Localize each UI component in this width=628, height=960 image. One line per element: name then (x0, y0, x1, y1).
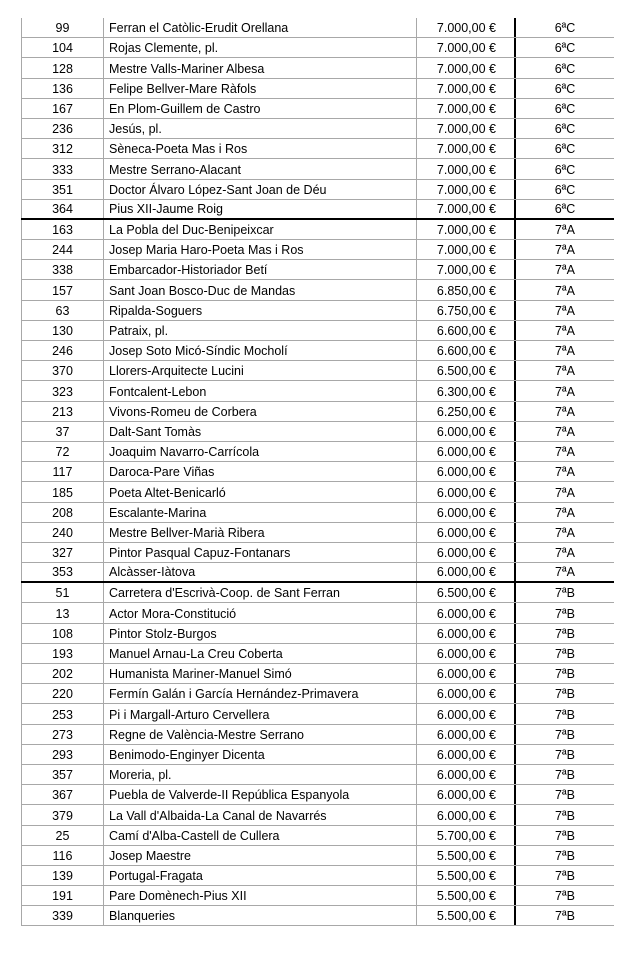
category-value: 7ªA (514, 361, 614, 380)
street-name: Carretera d'Escrivà-Coop. de Sant Ferran (103, 583, 416, 602)
amount-value: 6.000,00 € (416, 523, 514, 542)
row-number: 323 (21, 381, 103, 400)
category-value: 7ªA (514, 563, 614, 581)
row-number: 193 (21, 644, 103, 663)
row-number: 104 (21, 38, 103, 57)
row-number: 136 (21, 79, 103, 98)
amount-value: 7.000,00 € (416, 139, 514, 158)
amount-value: 6.000,00 € (416, 684, 514, 703)
street-name: Josep Maria Haro-Poeta Mas i Ros (103, 240, 416, 259)
row-number: 185 (21, 482, 103, 501)
row-number: 13 (21, 603, 103, 622)
category-value: 7ªB (514, 846, 614, 865)
table-row (21, 725, 614, 745)
category-value: 7ªB (514, 886, 614, 905)
category-value: 7ªA (514, 482, 614, 501)
table-row (21, 381, 614, 401)
street-name: Llorers-Arquitecte Lucini (103, 361, 416, 380)
street-name: Pi i Margall-Arturo Cervellera (103, 704, 416, 723)
category-value: 7ªB (514, 664, 614, 683)
category-value: 7ªB (514, 866, 614, 885)
row-number: 339 (21, 906, 103, 925)
row-number: 139 (21, 866, 103, 885)
amount-value: 5.500,00 € (416, 886, 514, 905)
row-number: 191 (21, 886, 103, 905)
amount-value: 6.000,00 € (416, 704, 514, 723)
row-number: 333 (21, 159, 103, 178)
table-row (21, 785, 614, 805)
row-number: 128 (21, 58, 103, 77)
amount-value: 5.500,00 € (416, 906, 514, 925)
category-value: 7ªB (514, 765, 614, 784)
street-name: Humanista Mariner-Manuel Simó (103, 664, 416, 683)
street-name: Doctor Álvaro López-Sant Joan de Déu (103, 180, 416, 199)
table-row (21, 704, 614, 724)
table-row (21, 99, 614, 119)
amount-value: 6.000,00 € (416, 462, 514, 481)
category-value: 6ªC (514, 79, 614, 98)
table-row (21, 664, 614, 684)
category-value: 7ªB (514, 583, 614, 602)
table-row (21, 906, 614, 926)
street-name: Benimodo-Enginyer Dicenta (103, 745, 416, 764)
table-row (21, 482, 614, 502)
amount-value: 6.000,00 € (416, 664, 514, 683)
amount-value: 6.000,00 € (416, 745, 514, 764)
row-number: 99 (21, 18, 103, 37)
table-row (21, 745, 614, 765)
amount-value: 6.000,00 € (416, 482, 514, 501)
amount-value: 5.700,00 € (416, 826, 514, 845)
street-name: Alcàsser-Iàtova (103, 563, 416, 581)
row-number: 157 (21, 280, 103, 299)
row-number: 253 (21, 704, 103, 723)
row-number: 116 (21, 846, 103, 865)
amount-value: 7.000,00 € (416, 220, 514, 239)
amount-value: 6.000,00 € (416, 805, 514, 824)
table-row (21, 805, 614, 825)
category-value: 7ªA (514, 442, 614, 461)
table-row (21, 765, 614, 785)
street-name: Ferran el Catòlic-Erudit Orellana (103, 18, 416, 37)
category-value: 6ªC (514, 159, 614, 178)
category-value: 6ªC (514, 139, 614, 158)
street-name: En Plom-Guillem de Castro (103, 99, 416, 118)
table-row (21, 79, 614, 99)
category-value: 7ªB (514, 745, 614, 764)
street-name: Puebla de Valverde-II República Espanyola (103, 785, 416, 804)
table-row (21, 159, 614, 179)
row-number: 130 (21, 321, 103, 340)
category-value: 7ªA (514, 321, 614, 340)
table-row (21, 220, 614, 240)
amount-value: 6.000,00 € (416, 603, 514, 622)
category-value: 7ªA (514, 462, 614, 481)
table-row (21, 341, 614, 361)
row-number: 370 (21, 361, 103, 380)
row-number: 353 (21, 563, 103, 581)
amount-value: 6.000,00 € (416, 765, 514, 784)
row-number: 244 (21, 240, 103, 259)
row-number: 273 (21, 725, 103, 744)
table-row (21, 462, 614, 482)
table-row (21, 240, 614, 260)
table-row (21, 301, 614, 321)
amount-value: 7.000,00 € (416, 38, 514, 57)
table-row (21, 503, 614, 523)
row-number: 312 (21, 139, 103, 158)
row-number: 117 (21, 462, 103, 481)
amount-value: 7.000,00 € (416, 159, 514, 178)
amount-value: 7.000,00 € (416, 58, 514, 77)
category-value: 7ªA (514, 301, 614, 320)
row-number: 163 (21, 220, 103, 239)
category-value: 6ªC (514, 180, 614, 199)
street-name: Pintor Stolz-Burgos (103, 624, 416, 643)
row-number: 208 (21, 503, 103, 522)
table-row (21, 280, 614, 300)
street-name: La Pobla del Duc-Benipeixcar (103, 220, 416, 239)
category-value: 7ªB (514, 603, 614, 622)
category-value: 7ªB (514, 805, 614, 824)
amount-value: 6.000,00 € (416, 442, 514, 461)
category-value: 7ªA (514, 240, 614, 259)
amount-value: 7.000,00 € (416, 200, 514, 218)
amount-value: 6.000,00 € (416, 644, 514, 663)
table-row (21, 826, 614, 846)
street-name: Jesús, pl. (103, 119, 416, 138)
table-row (21, 886, 614, 906)
street-name: Manuel Arnau-La Creu Coberta (103, 644, 416, 663)
category-value: 7ªA (514, 523, 614, 542)
amount-value: 6.500,00 € (416, 361, 514, 380)
table-row (21, 603, 614, 623)
street-name: Moreria, pl. (103, 765, 416, 784)
street-name: Joaquim Navarro-Carrícola (103, 442, 416, 461)
street-name: Rojas Clemente, pl. (103, 38, 416, 57)
amount-value: 6.000,00 € (416, 624, 514, 643)
row-number: 293 (21, 745, 103, 764)
row-number: 37 (21, 422, 103, 441)
table-row (21, 361, 614, 381)
street-name: Sant Joan Bosco-Duc de Mandas (103, 280, 416, 299)
price-table (21, 18, 614, 926)
amount-value: 7.000,00 € (416, 240, 514, 259)
table-row (21, 139, 614, 159)
row-number: 213 (21, 402, 103, 421)
street-name: Mestre Valls-Mariner Albesa (103, 58, 416, 77)
table-row (21, 442, 614, 462)
table-row (21, 583, 614, 603)
table-row (21, 866, 614, 886)
row-number: 338 (21, 260, 103, 279)
street-name: Poeta Altet-Benicarló (103, 482, 416, 501)
row-number: 364 (21, 200, 103, 218)
street-name: Escalante-Marina (103, 503, 416, 522)
table-row (21, 180, 614, 200)
category-value: 7ªA (514, 341, 614, 360)
table-row (21, 402, 614, 422)
table-row (21, 846, 614, 866)
category-value: 7ªA (514, 402, 614, 421)
street-name: Sèneca-Poeta Mas i Ros (103, 139, 416, 158)
category-value: 7ªB (514, 785, 614, 804)
category-value: 7ªB (514, 704, 614, 723)
amount-value: 5.500,00 € (416, 846, 514, 865)
amount-value: 7.000,00 € (416, 180, 514, 199)
table-row (21, 523, 614, 543)
category-value: 7ªA (514, 543, 614, 562)
amount-value: 7.000,00 € (416, 79, 514, 98)
amount-value: 6.250,00 € (416, 402, 514, 421)
amount-value: 6.000,00 € (416, 563, 514, 581)
category-value: 7ªB (514, 725, 614, 744)
street-name: Fermín Galán i García Hernández-Primavera (103, 684, 416, 703)
row-number: 240 (21, 523, 103, 542)
category-value: 7ªB (514, 624, 614, 643)
category-value: 7ªA (514, 220, 614, 239)
row-number: 51 (21, 583, 103, 602)
row-number: 25 (21, 826, 103, 845)
row-number: 379 (21, 805, 103, 824)
street-name: Josep Maestre (103, 846, 416, 865)
street-name: Daroca-Pare Viñas (103, 462, 416, 481)
category-value: 6ªC (514, 38, 614, 57)
street-name: Pius XII-Jaume Roig (103, 200, 416, 218)
street-name: Regne de València-Mestre Serrano (103, 725, 416, 744)
amount-value: 6.000,00 € (416, 503, 514, 522)
row-number: 236 (21, 119, 103, 138)
street-name: Vivons-Romeu de Corbera (103, 402, 416, 421)
street-name: Actor Mora-Constitució (103, 603, 416, 622)
category-value: 6ªC (514, 200, 614, 218)
category-value: 7ªB (514, 826, 614, 845)
street-name: Josep Soto Micó-Síndic Mocholí (103, 341, 416, 360)
table-row (21, 260, 614, 280)
category-value: 7ªA (514, 260, 614, 279)
row-number: 357 (21, 765, 103, 784)
amount-value: 7.000,00 € (416, 18, 514, 37)
row-number: 63 (21, 301, 103, 320)
table-row (21, 563, 614, 583)
amount-value: 5.500,00 € (416, 866, 514, 885)
street-name: Blanqueries (103, 906, 416, 925)
amount-value: 6.000,00 € (416, 422, 514, 441)
table-row (21, 422, 614, 442)
category-value: 7ªA (514, 422, 614, 441)
street-name: Patraix, pl. (103, 321, 416, 340)
category-value: 6ªC (514, 99, 614, 118)
street-name: Felipe Bellver-Mare Ràfols (103, 79, 416, 98)
amount-value: 6.000,00 € (416, 785, 514, 804)
amount-value: 6.000,00 € (416, 725, 514, 744)
amount-value: 6.750,00 € (416, 301, 514, 320)
row-number: 367 (21, 785, 103, 804)
amount-value: 6.500,00 € (416, 583, 514, 602)
street-name: Mestre Serrano-Alacant (103, 159, 416, 178)
street-name: Dalt-Sant Tomàs (103, 422, 416, 441)
row-number: 72 (21, 442, 103, 461)
table-row (21, 543, 614, 563)
street-name: Embarcador-Historiador Betí (103, 260, 416, 279)
row-number: 202 (21, 664, 103, 683)
table-row (21, 119, 614, 139)
category-value: 6ªC (514, 58, 614, 77)
amount-value: 6.600,00 € (416, 341, 514, 360)
category-value: 7ªB (514, 906, 614, 925)
amount-value: 6.600,00 € (416, 321, 514, 340)
street-name: Pintor Pasqual Capuz-Fontanars (103, 543, 416, 562)
amount-value: 6.300,00 € (416, 381, 514, 400)
category-value: 7ªB (514, 644, 614, 663)
row-number: 108 (21, 624, 103, 643)
amount-value: 6.850,00 € (416, 280, 514, 299)
street-name: Mestre Bellver-Marià Ribera (103, 523, 416, 542)
row-number: 167 (21, 99, 103, 118)
street-name: Ripalda-Soguers (103, 301, 416, 320)
street-name: La Vall d'Albaida-La Canal de Navarrés (103, 805, 416, 824)
row-number: 220 (21, 684, 103, 703)
category-value: 7ªA (514, 280, 614, 299)
category-value: 7ªA (514, 503, 614, 522)
amount-value: 6.000,00 € (416, 543, 514, 562)
amount-value: 7.000,00 € (416, 99, 514, 118)
table-row (21, 58, 614, 78)
street-name: Fontcalent-Lebon (103, 381, 416, 400)
street-name: Pare Domènech-Pius XII (103, 886, 416, 905)
amount-value: 7.000,00 € (416, 119, 514, 138)
row-number: 327 (21, 543, 103, 562)
street-name: Camí d'Alba-Castell de Cullera (103, 826, 416, 845)
table-row (21, 684, 614, 704)
category-value: 6ªC (514, 18, 614, 37)
category-value: 6ªC (514, 119, 614, 138)
row-number: 246 (21, 341, 103, 360)
category-value: 7ªB (514, 684, 614, 703)
table-row (21, 644, 614, 664)
table-row (21, 38, 614, 58)
table-row (21, 18, 614, 38)
category-value: 7ªA (514, 381, 614, 400)
street-name: Portugal-Fragata (103, 866, 416, 885)
table-row (21, 624, 614, 644)
table-row (21, 200, 614, 220)
row-number: 351 (21, 180, 103, 199)
amount-value: 7.000,00 € (416, 260, 514, 279)
table-row (21, 321, 614, 341)
